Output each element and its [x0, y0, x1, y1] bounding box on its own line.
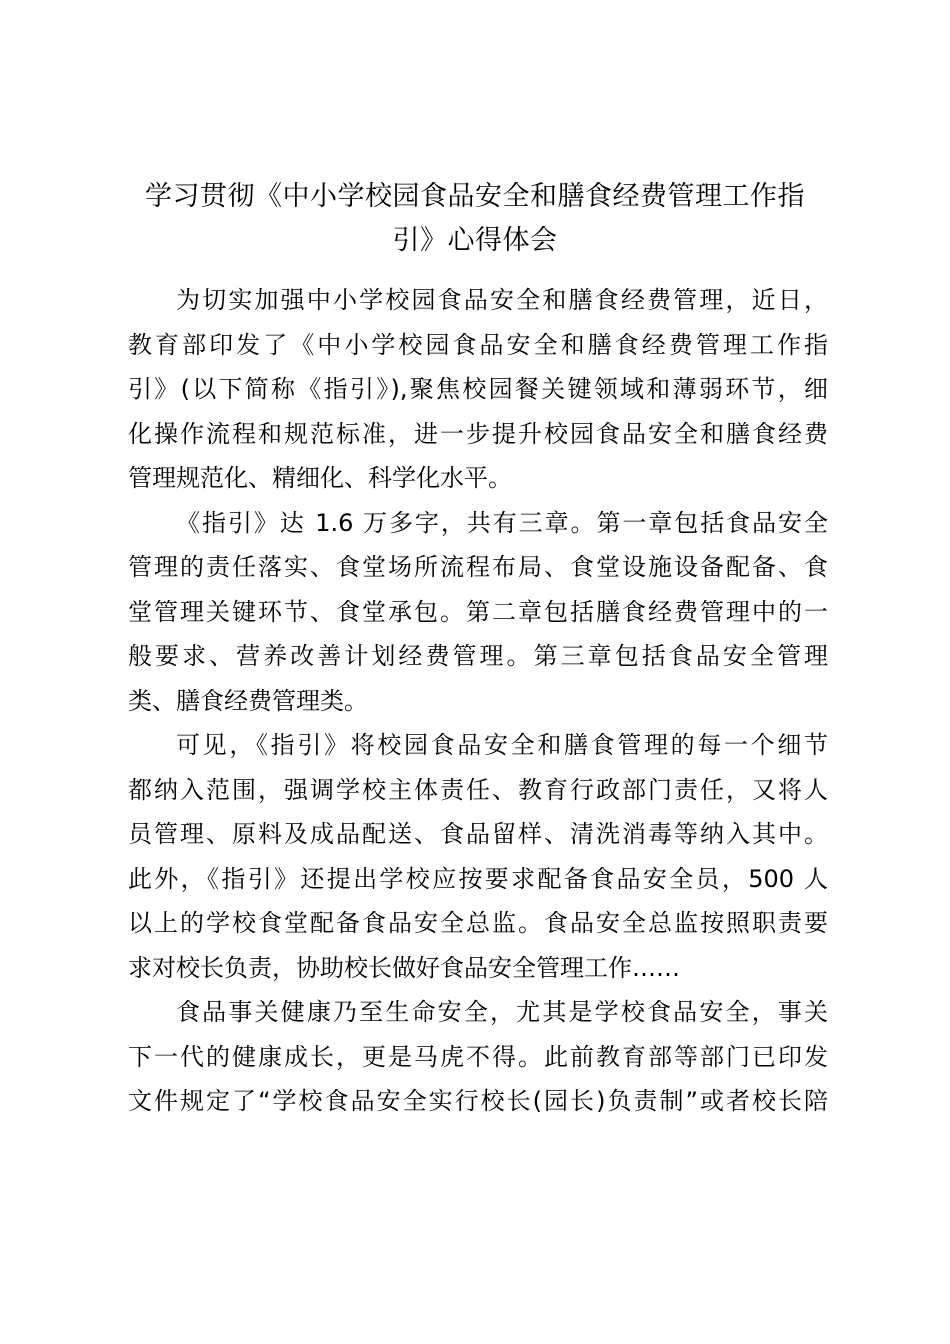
paragraph-1 [128, 278, 828, 501]
paragraph-line: 引》(以下简称《指引》),聚焦校园餐关键领域和薄弱环节，细 [128, 375, 828, 403]
paragraph-line: 《指引》达 1.6 万多字，共有三章。第一章包括食品安全 [176, 508, 828, 537]
paragraph-line: 员管理、原料及成品配送、食品留样、清洗消毒等纳入其中。 [128, 820, 828, 848]
paragraph-2 [128, 501, 828, 724]
paragraph-line: 类、膳食经费管理类。 [128, 686, 368, 715]
paragraph-line: 食品事关健康乃至生命安全，尤其是学校食品安全，事关 [176, 998, 828, 1026]
paragraph-line: 般要求、营养改善计划经费管理。第三章包括食品安全管理 [128, 642, 828, 670]
document-body [128, 278, 828, 1124]
paragraph-3 [128, 723, 828, 990]
paragraph-line: 以上的学校食堂配备食品安全总监。食品安全总监按照职责要 [128, 909, 828, 937]
title-line-1: 学习贯彻《中小学校园食品安全和膳食经费管理工作指 [145, 181, 805, 212]
paragraph-line: 下一代的健康成长，更是马虎不得。此前教育部等部门已印发 [128, 1042, 828, 1071]
paragraph-line: 可见，《指引》将校园食品安全和膳食管理的每一个细节 [176, 731, 828, 759]
paragraph-line: 为切实加强中小学校园食品安全和膳食经费管理，近日， [176, 286, 828, 314]
paragraph-line: 此外，《指引》还提出学校应按要求配备食品安全员，500 人 [128, 864, 828, 893]
paragraph-line: 化操作流程和规范标准，进一步提升校园食品安全和膳食经费 [128, 419, 828, 448]
document-title [118, 175, 832, 263]
paragraph-line: 都纳入范围，强调学校主体责任、教育行政部门责任，又将人 [128, 775, 828, 804]
paragraph-line: 教育部印发了《中小学校园食品安全和膳食经费管理工作指 [128, 330, 828, 359]
paragraph-line: 管理的责任落实、食堂场所流程布局、食堂设施设备配备、食 [128, 553, 828, 581]
paragraph-4 [128, 990, 828, 1124]
paragraph-line: 求对校长负责，协助校长做好食品安全管理工作…… [128, 953, 680, 982]
title-line-2: 引》心得体会 [392, 225, 558, 256]
paragraph-line: 文件规定了“学校食品安全实行校长(园长)负责制”或者校长陪 [128, 1087, 828, 1115]
paragraph-line: 堂管理关键环节、食堂承包。第二章包括膳食经费管理中的一 [128, 597, 828, 626]
paragraph-line: 管理规范化、精细化、科学化水平。 [128, 464, 512, 492]
